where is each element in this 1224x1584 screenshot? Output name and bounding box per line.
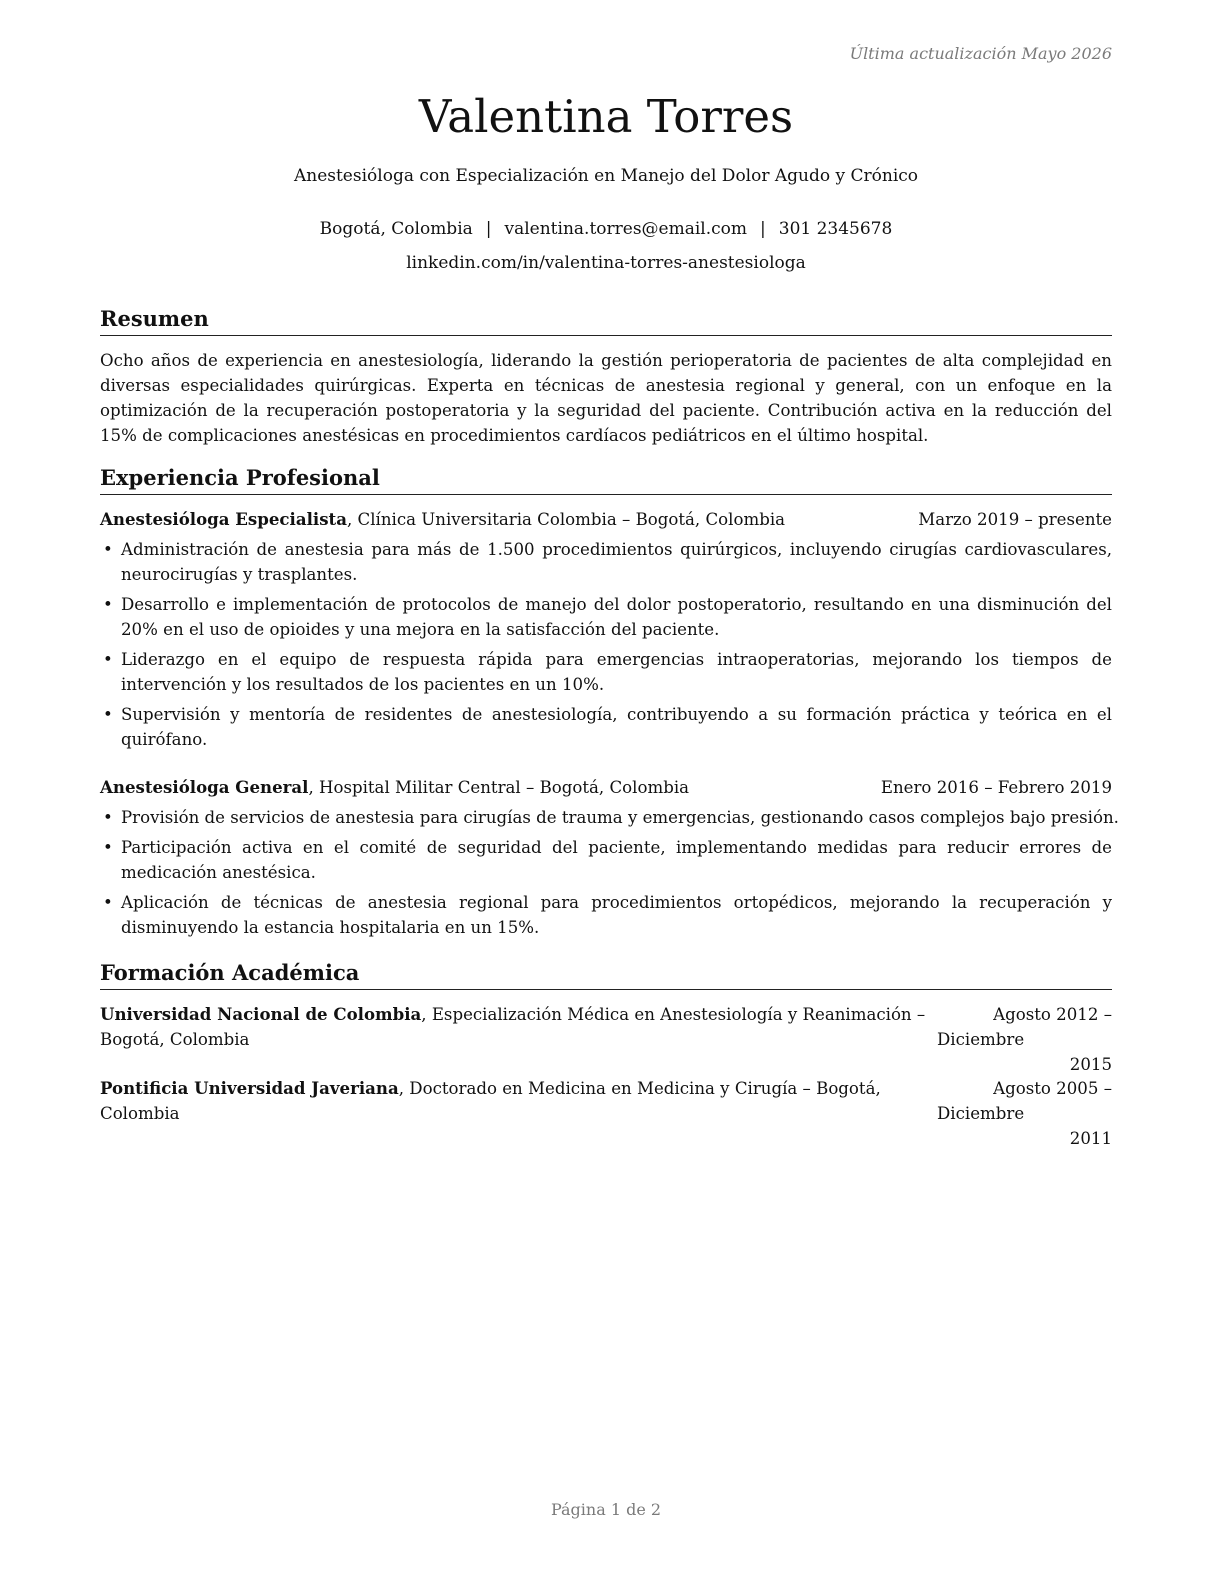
bullet-text: Supervisión y mentoría de residentes de anestesiología, contribuyendo a su formación práctica y teórica en el quirófano. [121,705,1112,749]
list-item [100,647,1112,697]
bullet-text: Administración de anestesia para más de 1.500 procedimientos quirúrgicos, incluyendo cirugías cardiovasculares, neurocirugías y trasplantes. [121,540,1112,584]
tagline: Anestesióloga con Especialización en Manejo del Dolor Agudo y Crónico [293,166,919,186]
page-number: Página 1 de 2 [550,1500,662,1519]
education-description [100,1076,940,1126]
person-name: Valentina Torres [418,90,794,143]
job-dates: Enero 2016 – Febrero 2019 [880,778,1112,797]
job-org: , Hospital Militar Central – Bogotá, Colombia [308,778,690,797]
last-updated: Última actualización Mayo 2026 [849,44,1112,63]
bullet-text: Desarrollo e implementación de protocolos de manejo del dolor postoperatorio, resultando en una disminución del 20% en el uso de opioides y una mejora en la satisfacción del paciente. [121,595,1112,639]
list-item [100,805,1119,830]
contact-line [100,219,1112,239]
bullet-icon: • [103,893,113,912]
separator: | [760,219,766,239]
dates-line: 2015 [1069,1055,1112,1074]
institution: Pontificia Universidad Javeriana [100,1078,399,1098]
list-item [100,592,1112,642]
job-role: Anestesióloga General [100,777,309,797]
degree: , Doctorado en Medicina en Medicina y Cirugía – Bogotá, Colombia [100,1079,881,1123]
bullet-text: Aplicación de técnicas de anestesia regional para procedimientos ortopédicos, mejorando la recuperación y disminuyendo la estancia hospitalaria en un 15%. [121,893,1112,937]
institution: Universidad Nacional de Colombia [100,1004,422,1024]
section-title-experience: Experiencia Profesional [100,464,1112,495]
bullet-text: Provisión de servicios de anestesia para cirugías de trauma y emergencias, gestionando casos complejos bajo presión. [121,808,1119,827]
section-title-education: Formación Académica [100,959,1112,990]
education-dates [937,1076,1112,1151]
bullet-icon: • [103,705,113,724]
list-item [100,537,1112,587]
dates-line: Agosto 2012 – Diciembre [937,1005,1112,1049]
list-item [100,702,1112,752]
linkedin-link[interactable]: linkedin.com/in/valentina-torres-anestesiologa [406,253,806,273]
job-bullets [100,537,1112,757]
bullet-text: Liderazgo en el equipo de respuesta rápida para emergencias intraoperatorias, mejorando los tiempos de intervención y los resultados de los pacientes en un 10%. [121,650,1112,694]
list-item [100,835,1112,885]
bullet-icon: • [103,838,113,857]
summary-text: Ocho años de experiencia en anestesiología, liderando la gestión perioperatoria de pacientes de alta complejidad en diversas especialidades quirúrgicas. Experta en técnicas de anestesia regional y general, con un enfoque en la optimización de la recuperación postoperatoria y la seguridad del paciente. Contribución activa en la reducción del 15% de complicaciones anestésicas en procedimientos cardíacos pediátricos en el último hospital. [100,351,1112,445]
location: Bogotá, Colombia [319,219,473,239]
job-header [100,507,1112,532]
bullet-text: Participación activa en el comité de seguridad del paciente, implementando medidas para reducir errores de medicación anestésica. [121,838,1112,882]
degree: , Especialización Médica en Anestesiología y Reanimación – Bogotá, Colombia [100,1005,926,1049]
dates-line: Agosto 2005 – Diciembre [937,1079,1112,1123]
job-header [100,775,1112,800]
bullet-icon: • [103,650,113,669]
separator: | [485,219,492,239]
email[interactable]: valentina.torres@email.com [504,219,748,239]
list-item [100,890,1112,940]
job-org: , Clínica Universitaria Colombia – Bogotá, Colombia [346,510,786,529]
education-dates [937,1002,1112,1077]
job-bullets [100,805,1119,945]
bullet-icon: • [103,595,113,614]
dates-line: 2011 [1069,1129,1112,1148]
bullet-icon: • [103,808,113,827]
phone: 301 2345678 [778,219,893,239]
job-dates: Marzo 2019 – presente [918,510,1112,529]
education-description [100,1002,940,1052]
job-role: Anestesióloga Especialista [100,509,347,529]
bullet-icon: • [103,540,113,559]
section-title-summary: Resumen [100,305,1112,336]
